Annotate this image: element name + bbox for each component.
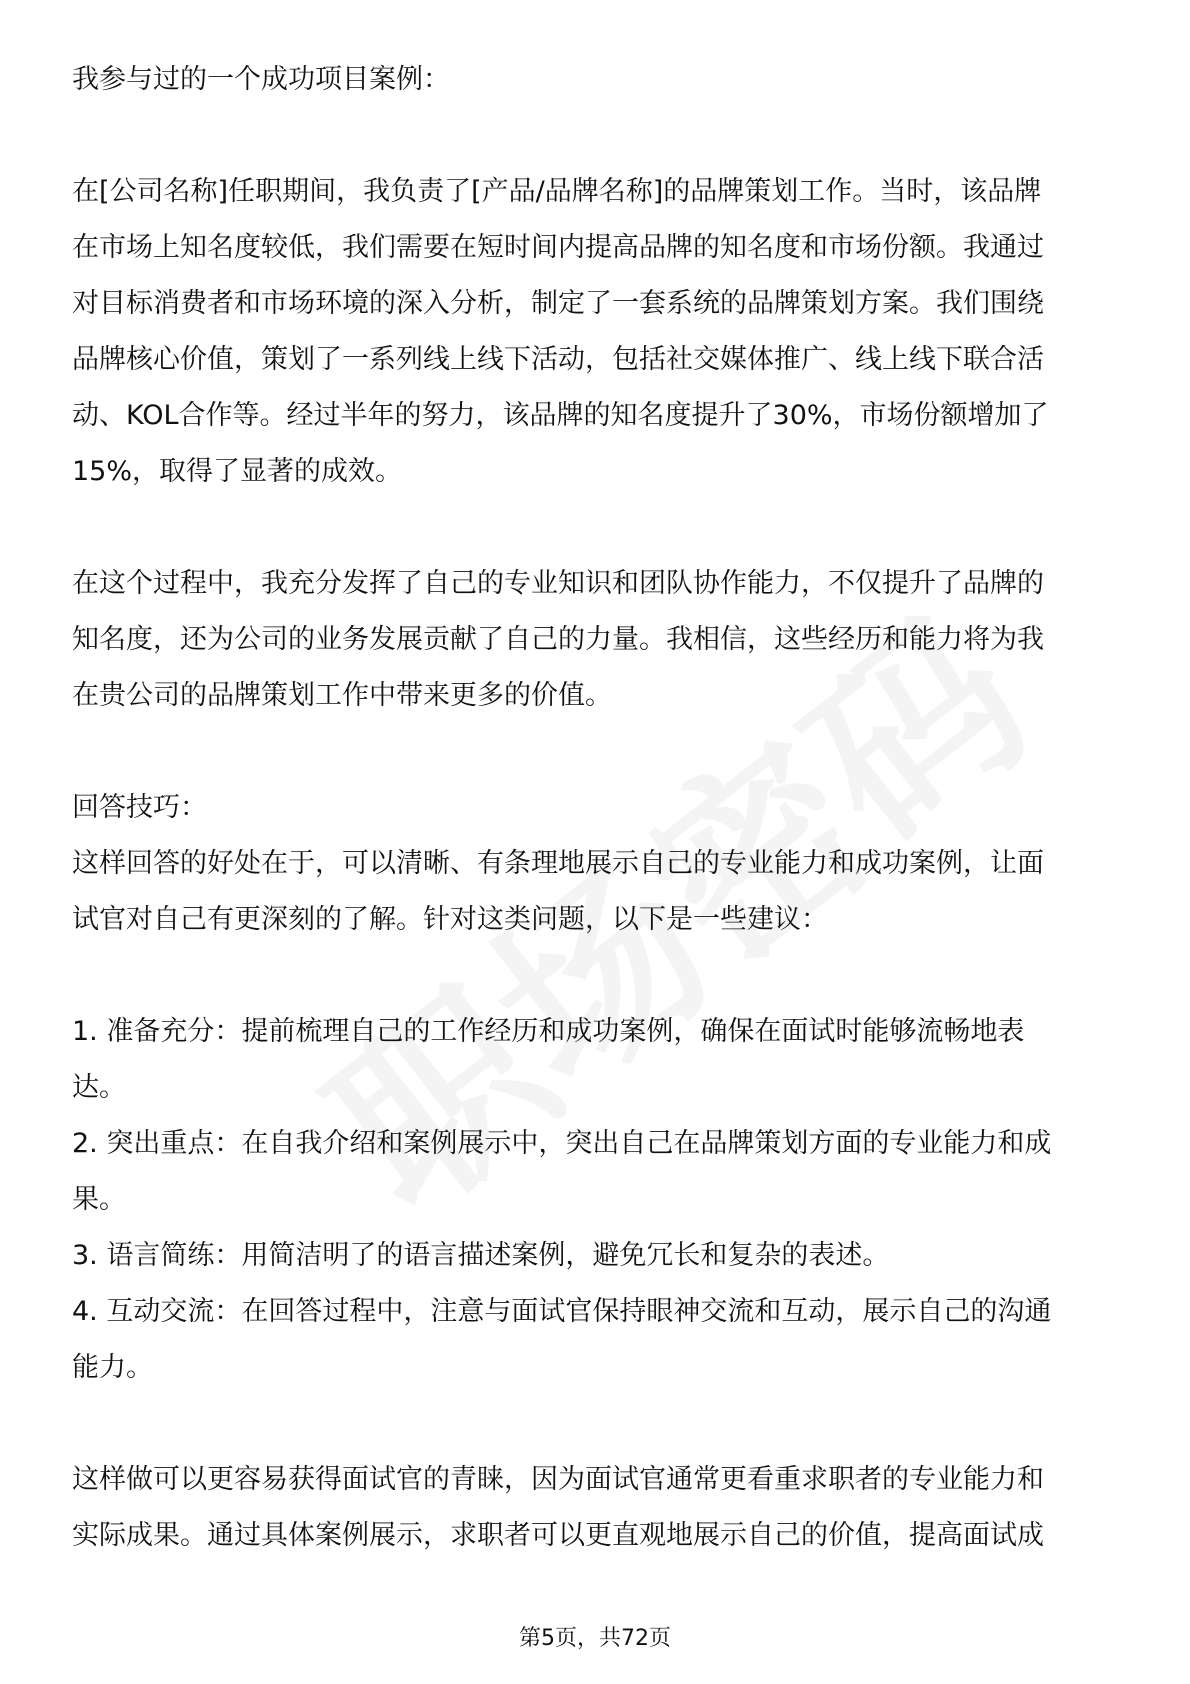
document-body [72, 52, 1122, 1564]
blank-line [72, 108, 1122, 164]
text-line: 动、KOL合作等。经过半年的努力，该品牌的知名度提升了30%，市场份额增加了 [72, 400, 1049, 431]
text-line: 15%，取得了显著的成效。 [72, 456, 403, 487]
text-line: 在这个过程中，我充分发挥了自己的专业知识和团队协作能力，不仅提升了品牌的 [72, 568, 1044, 599]
text-line: 知名度，还为公司的业务发展贡献了自己的力量。我相信，这些经历和能力将为我 [72, 624, 1044, 655]
text-line: 3. 语言简练：用简洁明了的语言描述案例，避免冗长和复杂的表述。 [72, 1240, 890, 1271]
text-line: 对目标消费者和市场环境的深入分析，制定了一套系统的品牌策划方案。我们围绕 [72, 288, 1044, 319]
page-number: 第5页，共72页 [519, 1626, 671, 1651]
text-line: 在[公司名称]任职期间，我负责了[产品/品牌名称]的品牌策划工作。当时，该品牌 [72, 176, 1042, 207]
text-line: 在市场上知名度较低，我们需要在短时间内提高品牌的知名度和市场份额。我通过 [72, 232, 1044, 263]
text-line: 实际成果。通过具体案例展示，求职者可以更直观地展示自己的价值，提高面试成 [72, 1520, 1044, 1551]
text-line: 这样回答的好处在于，可以清晰、有条理地展示自己的专业能力和成功案例，让面 [72, 848, 1044, 879]
text-line: 试官对自己有更深刻的了解。针对这类问题，以下是一些建议： [72, 904, 828, 935]
text-line: 1. 准备充分：提前梳理自己的工作经历和成功案例，确保在面试时能够流畅地表 [72, 1016, 1025, 1047]
blank-line [72, 948, 1122, 1004]
text-line: 这样做可以更容易获得面试官的青睐，因为面试官通常更看重求职者的专业能力和 [72, 1464, 1044, 1495]
text-line: 果。 [72, 1184, 126, 1215]
text-line: 回答技巧： [72, 792, 207, 823]
blank-line [72, 1396, 1122, 1452]
blank-line [72, 500, 1122, 556]
blank-line [72, 724, 1122, 780]
text-line: 4. 互动交流：在回答过程中，注意与面试官保持眼神交流和互动，展示自己的沟通 [72, 1296, 1052, 1327]
text-line: 在贵公司的品牌策划工作中带来更多的价值。 [72, 680, 612, 711]
text-line: 2. 突出重点：在自我介绍和案例展示中，突出自己在品牌策划方面的专业能力和成 [72, 1128, 1052, 1159]
text-line: 我参与过的一个成功项目案例： [72, 64, 450, 95]
text-line: 达。 [72, 1072, 126, 1103]
text-line: 能力。 [72, 1352, 153, 1383]
text-line: 品牌核心价值，策划了一系列线上线下活动，包括社交媒体推广、线上线下联合活 [72, 344, 1044, 375]
